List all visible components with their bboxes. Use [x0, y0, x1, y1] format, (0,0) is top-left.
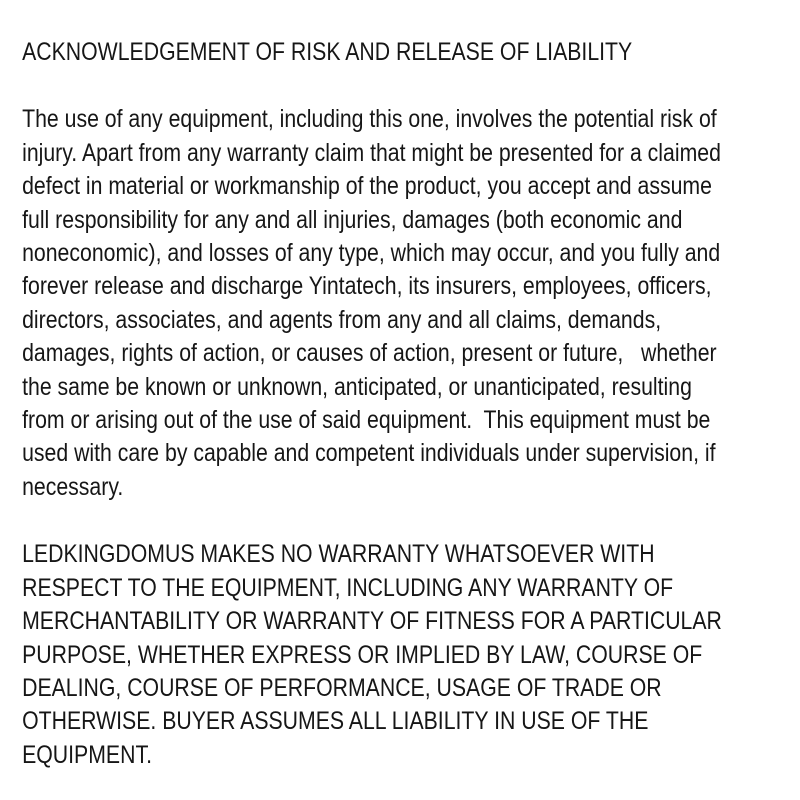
text-line: from or arising out of the use of said equipment. This equipment must be: [22, 406, 711, 435]
warranty-disclaimer-paragraph: [22, 538, 791, 772]
text-line: OTHERWISE. BUYER ASSUMES ALL LIABILITY IN USE OF THE: [22, 707, 649, 736]
risk-release-paragraph: [22, 103, 791, 504]
text-line: EQUIPMENT.: [22, 740, 152, 769]
text-line: injury. Apart from any warranty claim that might be presented for a claimed: [22, 138, 721, 167]
text-line: forever release and discharge Yintatech, its insurers, employees, officers,: [22, 272, 712, 301]
text-line: noneconomic), and losses of any type, which may occur, and you fully and: [22, 239, 721, 268]
text-line: PURPOSE, WHETHER EXPRESS OR IMPLIED BY LAW, COURSE OF: [22, 640, 703, 669]
text-line: the same be known or unknown, anticipated, or unanticipated, resulting: [22, 372, 692, 401]
text-line: MERCHANTABILITY OR WARRANTY OF FITNESS FOR A PARTICULAR: [22, 607, 722, 636]
text-line: damages, rights of action, or causes of action, present or future, whether: [22, 339, 717, 368]
text-line: necessary.: [22, 472, 124, 501]
text-line: RESPECT TO THE EQUIPMENT, INCLUDING ANY WARRANTY OF: [22, 573, 674, 602]
text-line: The use of any equipment, including this one, involves the potential risk of: [22, 105, 717, 134]
text-line: DEALING, COURSE OF PERFORMANCE, USAGE OF TRADE OR: [22, 673, 662, 702]
text-line: defect in material or workmanship of the product, you accept and assume: [22, 172, 712, 201]
document-title: ACKNOWLEDGEMENT OF RISK AND RELEASE OF LIABILITY: [22, 38, 633, 66]
text-line: full responsibility for any and all injuries, damages (both economic and: [22, 205, 683, 234]
text-line: LEDKINGDOMUS MAKES NO WARRANTY WHATSOEVER WITH: [22, 540, 655, 569]
text-line: directors, associates, and agents from any and all claims, demands,: [22, 305, 662, 334]
text-line: used with care by capable and competent individuals under supervision, if: [22, 439, 716, 468]
